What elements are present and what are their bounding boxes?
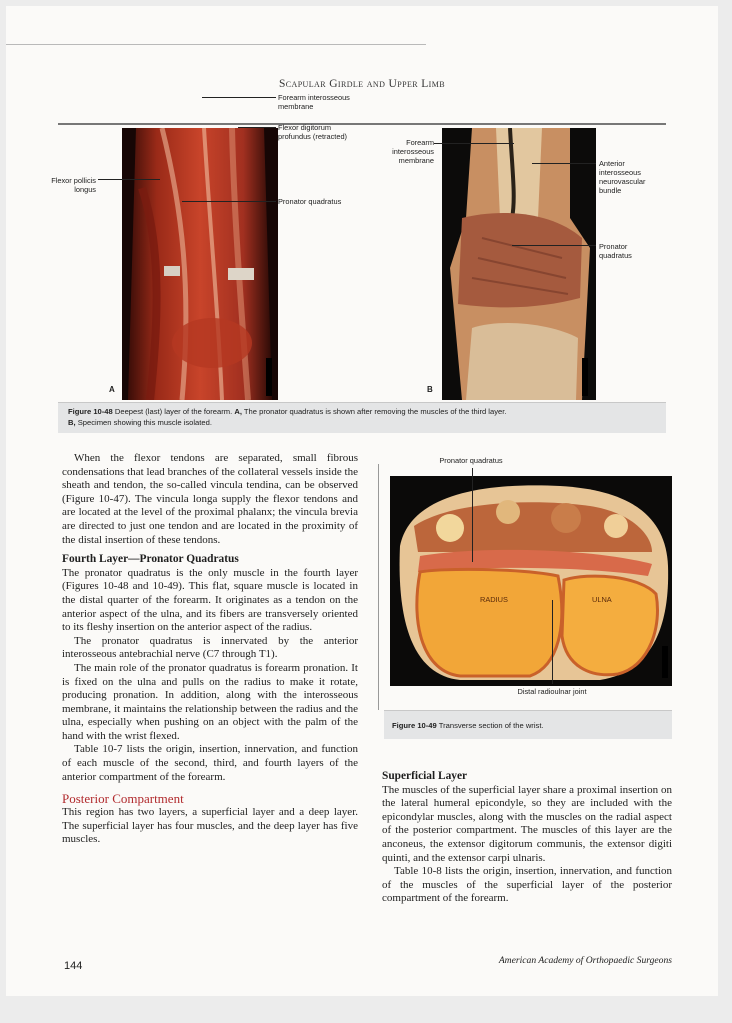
figure-top-rule	[58, 123, 666, 125]
figure-10-49-photo	[390, 476, 672, 686]
label-flexor-digitorum-profundus: Flexor digitorum profundus (retracted)	[278, 123, 348, 141]
paragraph: This region has two layers, a superficial layer and a deep layer. The superficial layer has four muscles, and the deep layer has five muscles.	[62, 806, 358, 846]
figure-10-49-side-rule	[378, 464, 379, 710]
label-distal-radioulnar-joint: Distal radioulnar joint	[517, 687, 587, 696]
figure-10-48-photo-b	[442, 128, 596, 400]
label-flexor-pollicis-longus: Flexor pollicis longus	[51, 176, 96, 194]
leader-line	[532, 163, 596, 164]
caption-text: Transverse section of the wrist.	[438, 721, 544, 730]
leader-line	[182, 201, 276, 202]
publisher-footer: American Academy of Orthopaedic Surgeons	[498, 955, 672, 966]
leader-line	[472, 468, 473, 562]
caption-a-text: The pronator quadratus is shown after removing the muscles of the third layer.	[243, 407, 507, 416]
caption-a-label: A,	[234, 407, 242, 416]
caption-figure-label: Figure 10-48	[68, 407, 113, 416]
label-pronator-quadratus-b: Pronator quadratus	[599, 242, 632, 260]
leader-line	[98, 179, 160, 180]
page-number: 144	[64, 960, 83, 972]
figure-10-48-caption	[58, 402, 666, 433]
paragraph: When the flexor tendons are separated, small fibrous condensations that lead branches of the collateral vessels inside the sheath and tendon, the so-called vincula tendina, can be observed (Figure 10-47). The vincula longa supply the flexor tendons and are located at the level of the proximal phalanx; the vincula brevia are directed to just one tendon and are located in the proximity of the distal insertion of these tendons.	[62, 452, 358, 546]
paragraph: The pronator quadratus is the only muscle in the fourth layer (Figures 10-48 and 10-49). This flat, square muscle is located in the distal quarter of the forearm. It originates as a tendon on the anterior aspect of the ulna, and its fibers are transversely oriented to its fleshy insertion on the anterior aspect of the radius.	[62, 566, 358, 634]
caption-text: Deepest (last) layer of the forearm.	[114, 407, 233, 416]
paragraph: Table 10-8 lists the origin, insertion, innervation, and function of the muscles of the superficial layer of the posterior compartment of the forearm.	[382, 865, 672, 905]
label-ulna: ULNA	[592, 595, 612, 604]
panel-letter-a: A	[109, 385, 115, 394]
caption-b-text: Specimen showing this muscle isolated.	[77, 418, 212, 427]
leader-line	[552, 600, 553, 684]
label-radius: RADIUS	[480, 595, 508, 604]
label-pronator-quadratus-section: Pronator quadratus	[439, 456, 503, 465]
caption-b-label: B,	[68, 418, 76, 427]
figure-10-48-photo-a	[122, 128, 278, 400]
leader-line	[238, 127, 276, 128]
heading-fourth-layer: Fourth Layer—Pronator Quadratus	[62, 553, 239, 566]
paragraph: Table 10-7 lists the origin, insertion, innervation, and function of each muscle of the second, third, and fourth layers of the anterior compartment of the forearm.	[62, 743, 358, 783]
paragraph: The main role of the pronator quadratus is forearm pronation. It is fixed on the ulna and pulls on the radius to make it rotate, producing pronation. In addition, along with the interosseous membrane, it maintains the relationship between the radius and the ulna, especially when pushing on an object with the palm of the hand with the wrist flexed.	[62, 661, 358, 742]
running-head: Scapular Girdle and Upper Limb	[279, 78, 445, 90]
label-interosseous-membrane-a: Forearm interosseous membrane	[278, 93, 350, 111]
leader-line	[202, 97, 276, 98]
figure-10-49-caption	[384, 710, 672, 739]
right-text-column	[382, 770, 672, 906]
left-text-column	[62, 452, 358, 847]
caption-figure-label: Figure 10-49	[392, 721, 437, 730]
top-rule	[6, 44, 426, 45]
heading-posterior-compartment: Posterior Compartment	[62, 791, 184, 807]
book-page	[6, 6, 718, 996]
heading-superficial-layer: Superficial Layer	[382, 770, 468, 782]
leader-line	[434, 143, 514, 144]
label-anterior-interosseous-bundle: Anterior interosseous neurovascular bundle	[599, 159, 646, 195]
leader-line	[512, 245, 596, 246]
panel-letter-b: B	[427, 385, 433, 394]
label-pronator-quadratus-a: Pronator quadratus	[278, 197, 342, 206]
paragraph: The muscles of the superficial layer share a proximal insertion on the lateral humeral epicondyle, so they are included with the epicondylar muscles, along with the muscles on the radial aspect of the posterior compartment. The muscles of this layer are the anconeus, the extensor digitorum communis, the extensor digiti quinti, and the extensor carpi ulnaris.	[382, 783, 672, 864]
paragraph: The pronator quadratus is innervated by the anterior interosseous antebrachial nerve (C7 through T1).	[62, 634, 358, 661]
label-interosseous-membrane-b: Forearm interosseous membrane	[392, 138, 434, 165]
